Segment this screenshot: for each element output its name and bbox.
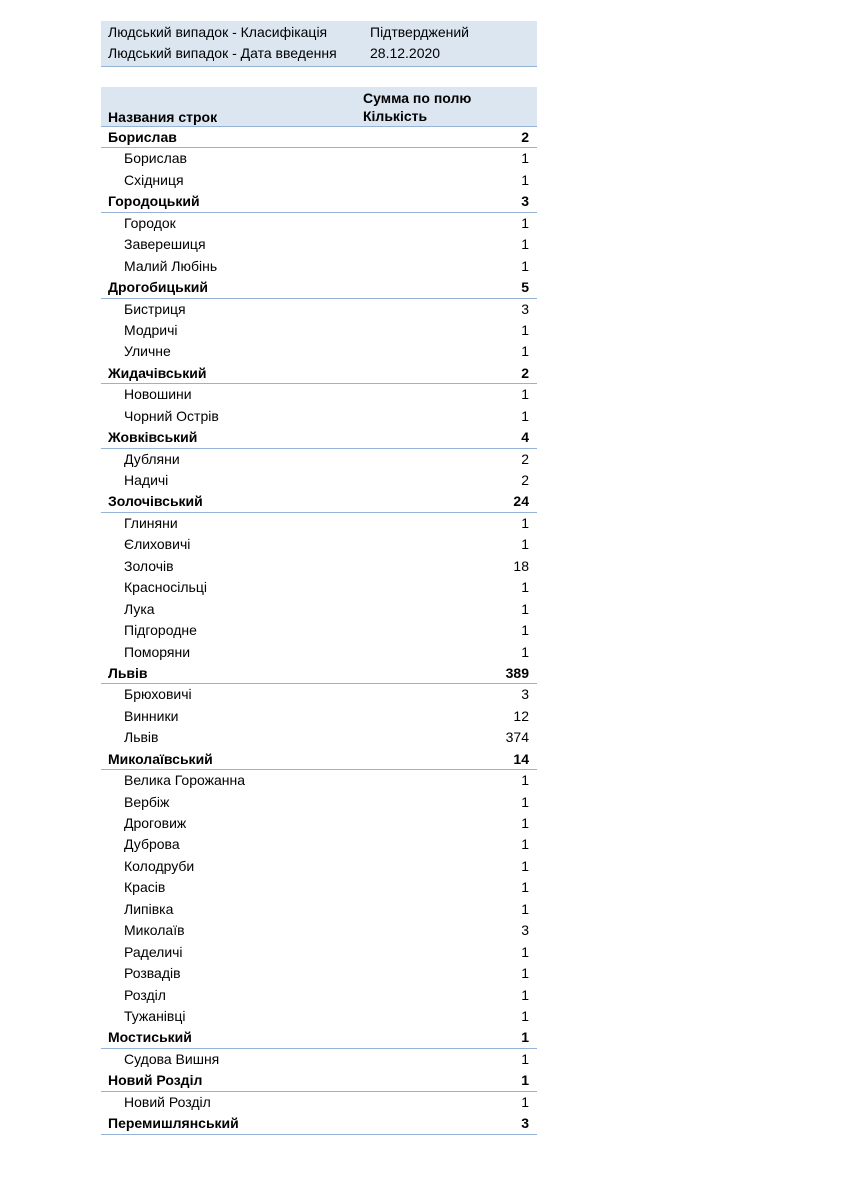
group-row[interactable] (101, 191, 537, 212)
row-value: 3 (521, 686, 529, 703)
row-label: Єлиховичі (124, 536, 191, 553)
group-total: 3 (521, 1115, 529, 1132)
table-row[interactable] (101, 684, 537, 705)
row-label: Малий Любінь (124, 257, 218, 274)
row-value: 2 (521, 450, 529, 467)
group-total: 2 (521, 364, 529, 381)
group-label: Борислав (108, 129, 177, 145)
table-row[interactable] (101, 1006, 537, 1027)
table-row[interactable] (101, 963, 537, 984)
table-row[interactable] (101, 256, 537, 277)
filter-row-classification[interactable] (101, 22, 537, 43)
group-total: 4 (521, 429, 529, 446)
row-label: Липівка (124, 900, 174, 917)
row-label: Модричі (124, 321, 178, 338)
row-value: 3 (521, 300, 529, 317)
table-row[interactable] (101, 148, 537, 169)
group-row[interactable] (101, 663, 537, 684)
row-label: Миколаїв (124, 922, 185, 939)
table-row[interactable] (101, 834, 537, 855)
group-label: Золочівський (108, 493, 203, 510)
row-label: Дубляни (124, 450, 180, 467)
pivot-header (101, 87, 537, 127)
pivot-body (101, 127, 537, 1135)
table-row[interactable] (101, 599, 537, 620)
table-row[interactable] (101, 899, 537, 920)
pivot-sheet (101, 21, 537, 1135)
row-label: Вербіж (124, 793, 170, 810)
row-label: Городок (124, 214, 176, 231)
group-row[interactable] (101, 427, 537, 448)
table-row[interactable] (101, 770, 537, 791)
table-row[interactable] (101, 534, 537, 555)
row-label: Золочів (124, 557, 174, 574)
table-row[interactable] (101, 1049, 537, 1070)
group-row[interactable] (101, 1070, 537, 1091)
row-value: 1 (521, 836, 529, 853)
table-row[interactable] (101, 406, 537, 427)
row-value: 1 (521, 343, 529, 360)
table-row[interactable] (101, 813, 537, 834)
row-label: Тужанівці (124, 1007, 186, 1024)
row-value: 1 (521, 1007, 529, 1024)
row-label: Дуброва (124, 836, 180, 853)
row-labels-header[interactable]: Названия строк (108, 109, 218, 125)
row-value: 1 (521, 386, 529, 403)
row-label: Новий Розділ (124, 1093, 211, 1110)
group-total: 14 (513, 750, 529, 767)
row-label: Підгородне (124, 622, 197, 639)
table-row[interactable] (101, 449, 537, 470)
group-label: Дрогобицький (108, 279, 208, 296)
sum-header-line-1: Сумма по полю (363, 90, 472, 106)
row-label: Раделичі (124, 943, 183, 960)
table-row[interactable] (101, 320, 537, 341)
row-value: 1 (521, 1093, 529, 1110)
row-value: 1 (521, 579, 529, 596)
row-label: Брюховичі (124, 686, 192, 703)
group-total: 1 (521, 1029, 529, 1046)
table-row[interactable] (101, 706, 537, 727)
group-row[interactable] (101, 491, 537, 512)
sum-header-line-2: Кількість (363, 108, 428, 124)
row-value: 1 (521, 150, 529, 167)
row-label: Колодруби (124, 857, 195, 874)
table-row[interactable] (101, 299, 537, 320)
table-row[interactable] (101, 170, 537, 191)
table-row[interactable] (101, 556, 537, 577)
group-label: Городоцький (108, 193, 200, 210)
table-row[interactable] (101, 920, 537, 941)
row-value: 1 (521, 643, 529, 660)
row-label: Новошини (124, 386, 192, 403)
row-value: 1 (521, 236, 529, 253)
row-value: 1 (521, 171, 529, 188)
row-label: Уличне (124, 343, 171, 360)
row-value: 1 (521, 793, 529, 810)
group-row[interactable] (101, 127, 537, 148)
table-row[interactable] (101, 384, 537, 405)
row-value: 3 (521, 922, 529, 939)
row-value: 374 (505, 729, 529, 746)
spacer (101, 67, 537, 87)
group-label: Жовківський (108, 429, 198, 446)
table-row[interactable] (101, 577, 537, 598)
row-label: Надичі (124, 472, 169, 488)
table-row[interactable] (101, 985, 537, 1006)
group-row[interactable] (101, 363, 537, 384)
group-total: 2 (521, 129, 529, 145)
table-row[interactable] (101, 213, 537, 234)
group-total: 389 (505, 664, 529, 681)
row-value: 1 (521, 257, 529, 274)
row-value: 1 (521, 622, 529, 639)
table-row[interactable] (101, 642, 537, 663)
row-value: 1 (521, 407, 529, 424)
table-row[interactable] (101, 234, 537, 255)
group-label: Перемишлянський (108, 1115, 239, 1132)
group-row[interactable] (101, 277, 537, 298)
filter-row-date[interactable] (101, 43, 537, 64)
row-label: Чорний Острів (124, 407, 219, 424)
row-value: 1 (521, 536, 529, 553)
row-label: Борислав (124, 150, 187, 167)
table-row[interactable] (101, 727, 537, 748)
table-row[interactable] (101, 856, 537, 877)
row-value: 18 (513, 557, 529, 574)
row-value: 1 (521, 600, 529, 617)
row-value: 1 (521, 943, 529, 960)
row-label: Розділ (124, 986, 166, 1003)
report-filters (101, 21, 537, 67)
row-label: Поморяни (124, 643, 191, 660)
row-label: Бистриця (124, 300, 186, 317)
row-label: Красносільці (124, 579, 207, 596)
row-value: 1 (521, 514, 529, 531)
row-label: Львів (124, 729, 159, 746)
row-label: Дроговиж (124, 815, 187, 831)
group-total: 24 (513, 493, 529, 510)
row-value: 1 (521, 1050, 529, 1067)
table-row[interactable] (101, 942, 537, 963)
row-value: 2 (521, 472, 529, 488)
table-row[interactable] (101, 1092, 537, 1113)
filter-label: Людський випадок - Дата введення (108, 45, 337, 61)
row-label: Лука (124, 600, 155, 617)
group-total: 1 (521, 1072, 529, 1089)
row-label: Велика Горожанна (124, 772, 246, 789)
filter-value[interactable]: 28.12.2020 (370, 45, 441, 61)
table-row[interactable] (101, 620, 537, 641)
row-label: Судова Вишня (124, 1050, 220, 1067)
group-total: 3 (521, 193, 529, 210)
row-label: Східниця (124, 171, 184, 188)
row-value: 1 (521, 879, 529, 896)
row-label: Розвадів (124, 965, 181, 982)
row-value: 1 (521, 900, 529, 917)
row-value: 1 (521, 321, 529, 338)
table-row[interactable] (101, 470, 537, 491)
group-label: Жидачівський (108, 364, 207, 381)
group-row[interactable] (101, 1113, 537, 1134)
table-row[interactable] (101, 341, 537, 362)
group-label: Мостиський (108, 1029, 192, 1046)
filter-value[interactable]: Підтверджений (370, 24, 469, 40)
row-value: 1 (521, 214, 529, 231)
row-value: 12 (513, 707, 529, 724)
row-value: 1 (521, 965, 529, 982)
group-row[interactable] (101, 749, 537, 770)
row-value: 1 (521, 772, 529, 789)
sum-header[interactable] (363, 87, 537, 126)
table-row[interactable] (101, 877, 537, 898)
row-label: Винники (124, 707, 179, 724)
table-row[interactable] (101, 792, 537, 813)
row-label: Красів (124, 879, 166, 896)
row-value: 1 (521, 857, 529, 874)
group-label: Львів (108, 664, 148, 681)
row-value: 1 (521, 986, 529, 1003)
filter-label: Людський випадок - Класифікація (108, 24, 328, 40)
group-total: 5 (521, 279, 529, 296)
row-label: Заверешиця (124, 236, 206, 253)
group-label: Новий Розділ (108, 1072, 203, 1089)
table-row[interactable] (101, 513, 537, 534)
row-label: Глиняни (124, 514, 178, 531)
row-value: 1 (521, 815, 529, 831)
group-row[interactable] (101, 1027, 537, 1048)
group-label: Миколаївський (108, 750, 213, 767)
